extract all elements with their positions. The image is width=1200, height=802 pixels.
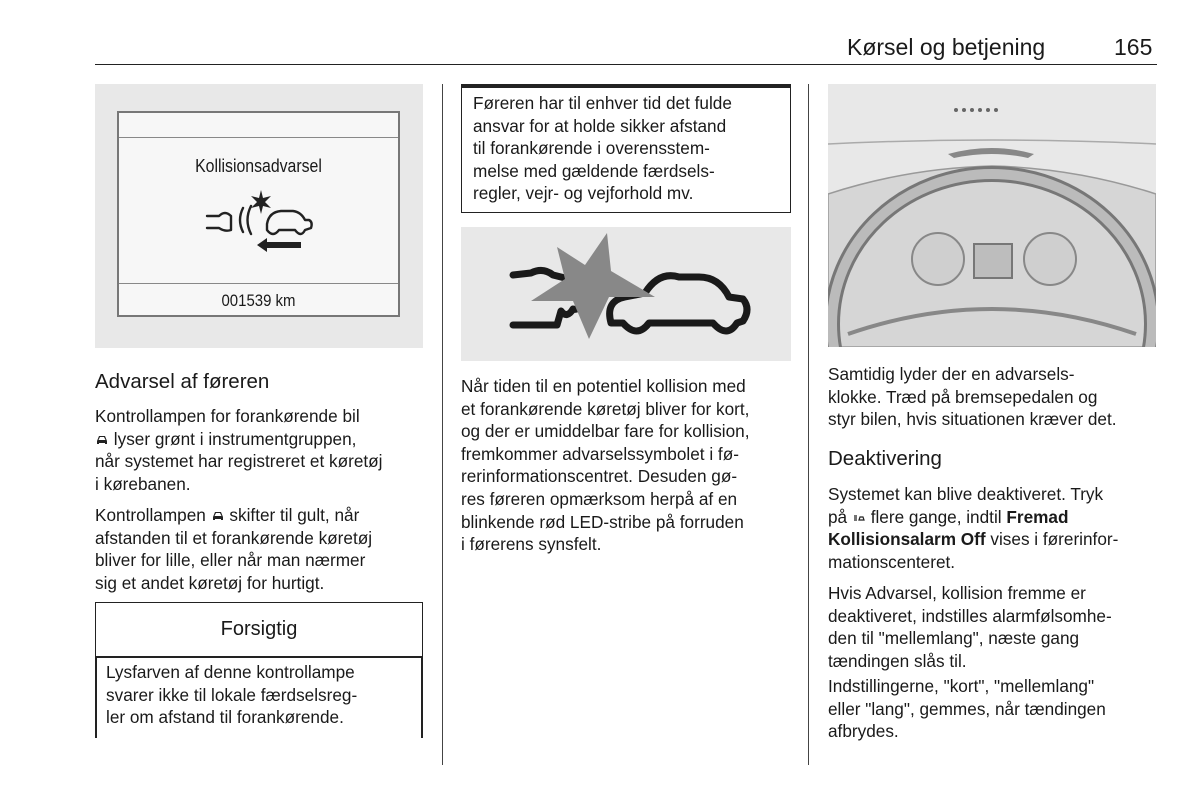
collision-warning-display-figure bbox=[95, 84, 423, 348]
odometer-readout: 001539 km bbox=[221, 291, 296, 310]
windshield-led-strip-figure bbox=[828, 84, 1156, 347]
column-divider-1 bbox=[442, 84, 443, 765]
collision-warning-symbol-icon bbox=[201, 186, 321, 258]
paragraph-collision-alert: Når tiden til en potentiel kollision med et forankørende køretøj bliver for kort, og der er umiddelbar fare for kollision, fremkommer advarselssymbolet i fø- rerinformationscentret. Desuden gø- res føreren opmærksom herpå af en blinkende rød LED-stribe på forruden i førerens synsfelt. bbox=[461, 376, 750, 555]
steering-wheel-and-dashboard-icon bbox=[828, 84, 1156, 347]
responsibility-notice-box: Føreren har til enhver tid det fulde ansvar for at holde sikker afstand til forankørende i overensstem- melse med gældende færdsels- regler, vejr- og vejforhold mv. bbox=[461, 84, 791, 213]
paragraph-chime: Samtidig lyder der en advarsels- klokke. Træd på bremsepedalen og styr bilen, hvis situationen kræver det. bbox=[828, 364, 1117, 430]
paragraph-settings-saved: Indstillingerne, "kort", "mellemlang" eller "lang", gemmes, når tændingen afbrydes. bbox=[828, 676, 1106, 742]
caution-title: Forsigtig bbox=[220, 618, 298, 640]
section-heading-deactivation: Deaktivering bbox=[828, 447, 942, 470]
car-collision-icon bbox=[461, 227, 791, 361]
header-rule bbox=[95, 64, 1157, 65]
paragraph-deactivate: Systemet kan blive deaktiveret. Tryk på flere gange, indtil Fremad Kollisionsalarm Off vises i førerinfor- mationscenteret. bbox=[828, 484, 1119, 572]
info-display-screen bbox=[117, 111, 400, 317]
page-number: 165 bbox=[1114, 34, 1153, 60]
collision-illustration bbox=[461, 227, 791, 361]
running-header-title: Kørsel og betjening bbox=[847, 34, 1046, 60]
column-divider-2 bbox=[808, 84, 809, 765]
caution-box-header bbox=[95, 602, 423, 658]
vehicle-ahead-indicator-icon bbox=[95, 434, 109, 446]
paragraph-green-lamp: Kontrollampen for forankørende bil lyser grønt i instrumentgruppen, når systemet har registreret et køretøj i kørebanen. bbox=[95, 406, 383, 494]
caution-text: Lysfarven af denne kontrollampe svarer ikke til lokale færdselsreg- ler om afstand til forankørende. bbox=[106, 662, 358, 728]
paragraph-yellow-lamp: Kontrollampen skifter til gult, når afstanden til et forankørende køretøj bliver for lille, eller når man nærmer sig et andet køretøj for hurtigt. bbox=[95, 505, 373, 593]
paragraph-sensitivity-reset: Hvis Advarsel, kollision fremme er deaktiveret, indstilles alarmfølsomhe- den til "mellemlang", næste gang tændingen slås til. bbox=[828, 583, 1112, 671]
forward-collision-button-icon bbox=[852, 512, 866, 524]
display-title: Kollisionsadvarsel bbox=[195, 156, 322, 176]
vehicle-ahead-indicator-icon bbox=[211, 510, 225, 522]
section-heading-driver-warning: Advarsel af føreren bbox=[95, 370, 270, 393]
